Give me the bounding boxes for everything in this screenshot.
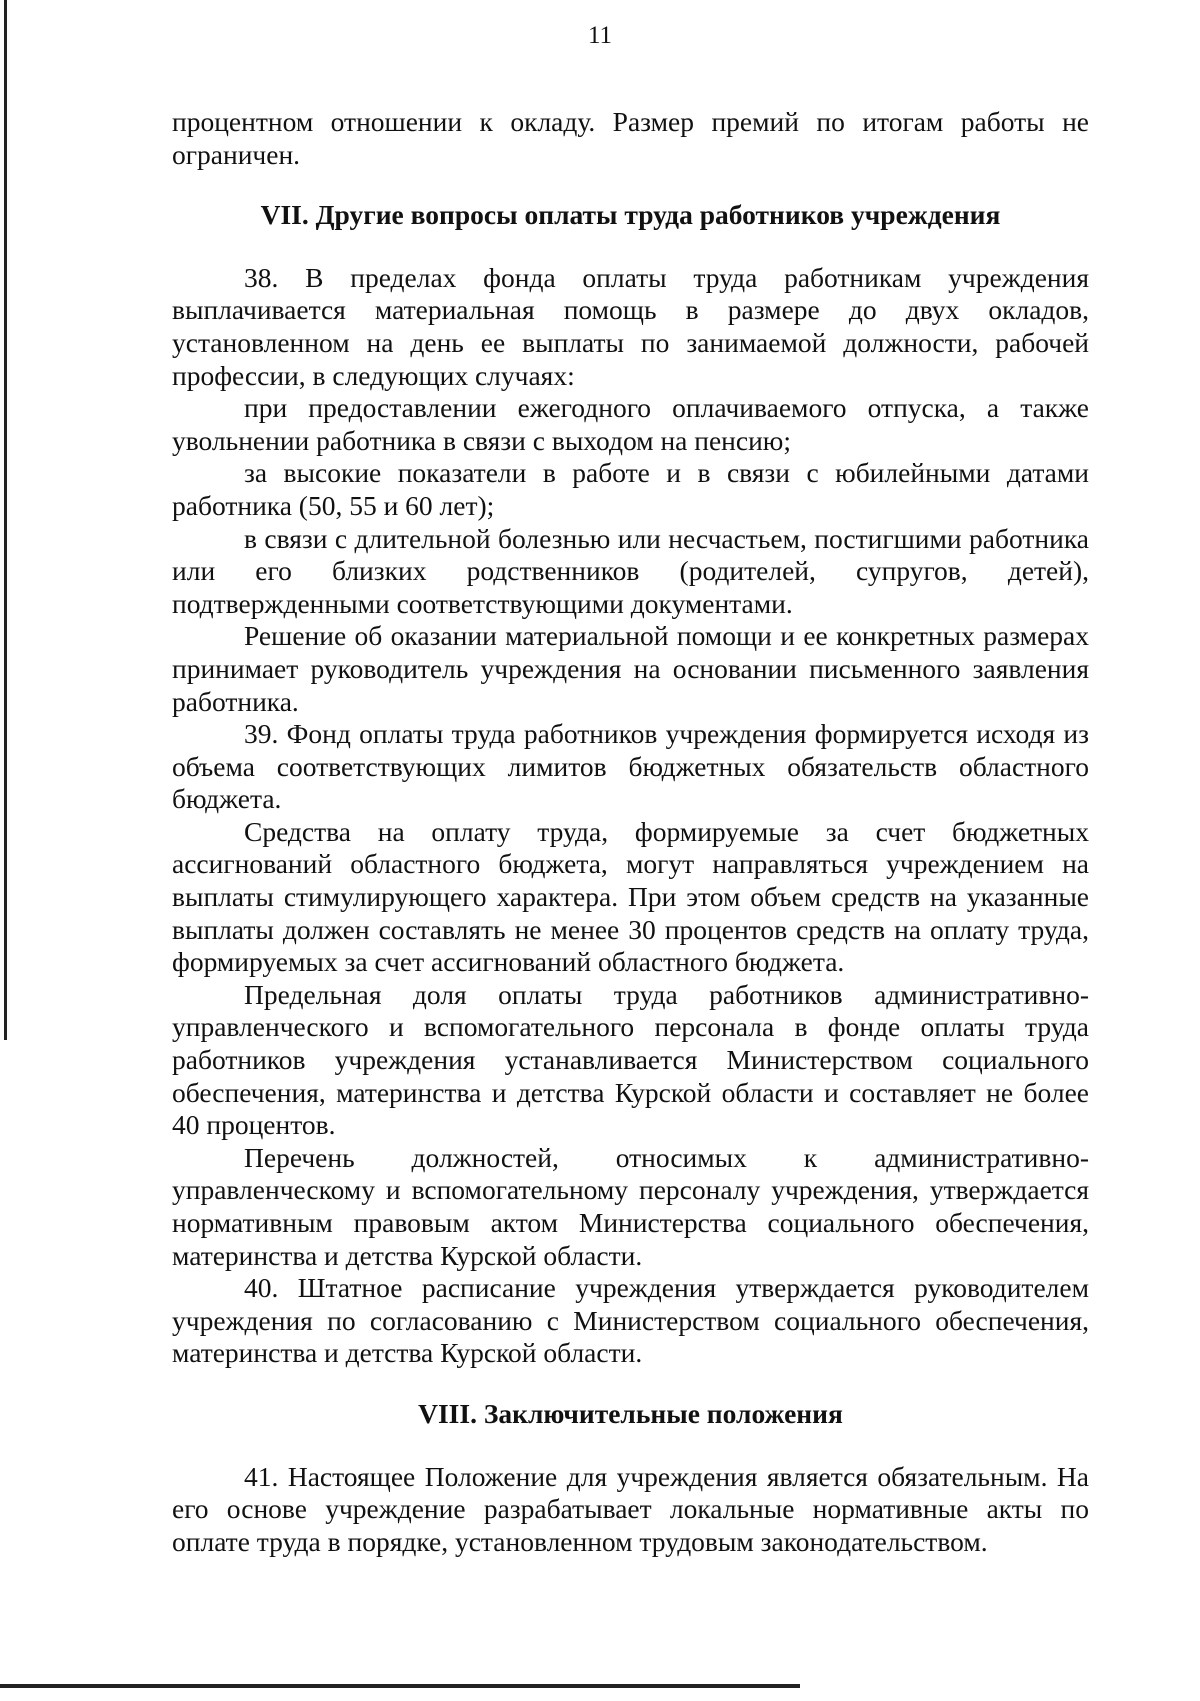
paragraph: в связи с длительной болезнью или несчастьем, постигшими работника или его близких родственников (родителей, супругов, детей), подтвержденными соответствующими документами.: [172, 522, 1089, 619]
paragraph-38: 38. В пределах фонда оплаты труда работникам учреждения выплачивается материальная помощь в размере до двух окладов, установленном на день ее выплаты по занимаемой должности, рабочей профессии, в следующих случаях:: [172, 261, 1089, 391]
paragraph: Перечень должностей, относимых к административно-управленческому и вспомогательному персоналу учреждения, утверждается нормативным правовым актом Министерства социального обеспечения, материнства и детства Курской области.: [172, 1141, 1089, 1271]
paragraph-41: 41. Настоящее Положение для учреждения является обязательным. На его основе учреждение разрабатывает локальные нормативные акты по оплате труда в порядке, установленном трудовым законодательством.: [172, 1460, 1089, 1557]
paragraph: процентном отношении к окладу. Размер премий по итогам работы не ограничен.: [172, 106, 1089, 170]
section-7-heading: VII. Другие вопросы оплаты труда работников учреждения: [260, 199, 1001, 231]
paragraph: за высокие показатели в работе и в связи с юбилейными датами работника (50, 55 и 60 лет);: [172, 457, 1089, 521]
section-8-heading: VIII. Заключительные положения: [418, 1397, 843, 1429]
paragraph: Решение об оказании материальной помощи и ее конкретных размерах принимает руководитель учреждения на основании письменного заявления работника.: [172, 620, 1089, 717]
paragraph: при предоставлении ежегодного оплачиваемого отпуска, а также увольнении работника в связи с выходом на пенсию;: [172, 392, 1089, 456]
document-body: [172, 106, 1089, 1558]
paragraph: Предельная доля оплаты труда работников административно-управленческого и вспомогательного персонала в фонде оплаты труда работников учреждения устанавливается Министерством социального обеспечения, материнства и детства Курской области и составляет не более 40 процентов.: [172, 978, 1089, 1141]
paragraph-40: 40. Штатное расписание учреждения утверждается руководителем учреждения по согласованию с Министерством социального обеспечения, материнства и детства Курской области.: [172, 1272, 1089, 1369]
paragraph: Средства на оплату труда, формируемые за счет бюджетных ассигнований областного бюджета, могут направляться учреждением на выплаты стимулирующего характера. При этом объем средств на указанные выплаты должен составлять не менее 30 процентов средств на оплату труда, формируемых за счет ассигнований областного бюджета.: [172, 815, 1089, 978]
scan-edge-bottom: [0, 1684, 800, 1688]
paragraph-39: 39. Фонд оплаты труда работников учреждения формируется исходя из объема соответствующих лимитов бюджетных обязательств областного бюджета.: [172, 718, 1089, 815]
page-number: 11: [587, 22, 613, 49]
scan-edge-left: [4, 0, 7, 1040]
